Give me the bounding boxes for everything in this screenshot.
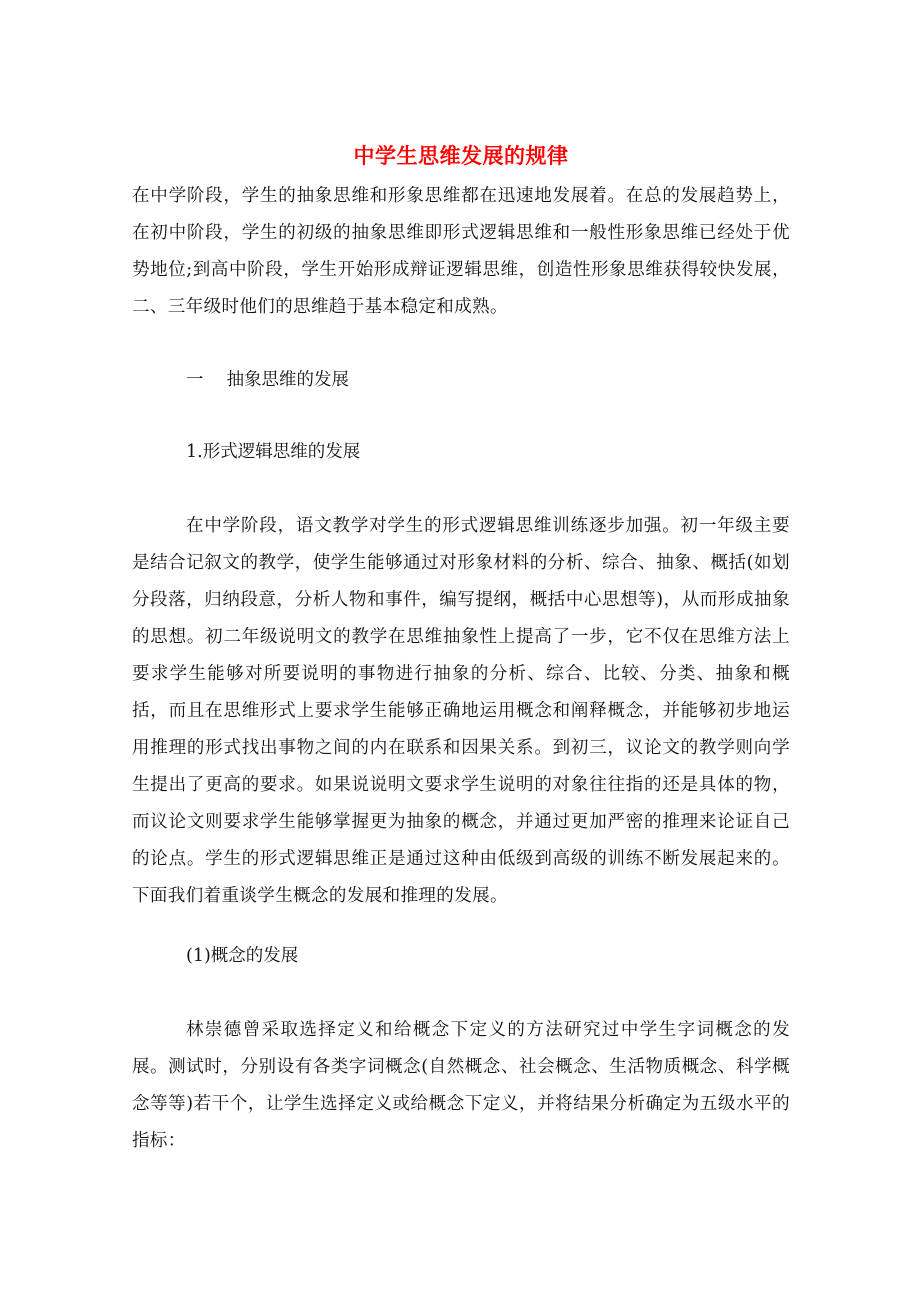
subsection-heading: 1.形式逻辑思维的发展 bbox=[186, 442, 361, 462]
document-title: 中学生思维发展的规律 bbox=[353, 144, 569, 168]
body-paragraph-1: 在中学阶段，语文教学对学生的形式逻辑思维训练逐步加强。初一年级主要是结合记叙文的教学，使学生能够通过对形象材料的分析、综合、抽象、概括(如划分段落，归纳段意，分析人物和事件，编写提纲，概括中心思想等)，从而形成抽象的思想。初二年级说明文的教学在思维抽象性上提高了一步，它不仅在思维方法上要求学生能够对所要说明的事物进行抽象的分析、综合、比较、分类、抽象和概括，而且在思维形式上要求学生能够正确地运用概念和阐释概念，并能够初步地运用推理的形式找出事物之间的内在联系和因果关系。到初三，议论文的教学则向学生提出了更高的要求。如果说说明文要求学生说明的对象往往指的还是具体的物，而议论文则要求学生能够掌握更为抽象的概念，并通过更加严密的推理来论证自己的论点。学生的形式逻辑思维正是通过这种由低级到高级的训练不断发展起来的。下面我们着重谈学生概念的发展和推理的发展。 bbox=[132, 516, 790, 906]
section-heading: 一 抽象思维的发展 bbox=[186, 370, 350, 390]
intro-paragraph: 在中学阶段，学生的抽象思维和形象思维都在迅速地发展着。在总的发展趋势上，在初中阶段，学生的初级的抽象思维即形式逻辑思维和一般性形象思维已经处于优势地位;到高中阶段，学生开始形成辩证逻辑思维，创造性形象思维获得较快发展，二、三年级时他们的思维趋于基本稳定和成熟。 bbox=[132, 186, 790, 317]
sub-subsection-heading: (1)概念的发展 bbox=[186, 946, 299, 966]
body-paragraph-2: 林崇德曾采取选择定义和给概念下定义的方法研究过中学生字词概念的发展。测试时，分别设有各类字词概念(自然概念、社会概念、生活物质概念、科学概念等等)若干个，让学生选择定义或给概念下定义，并将结果分析确定为五级水平的指标： bbox=[132, 1020, 790, 1151]
